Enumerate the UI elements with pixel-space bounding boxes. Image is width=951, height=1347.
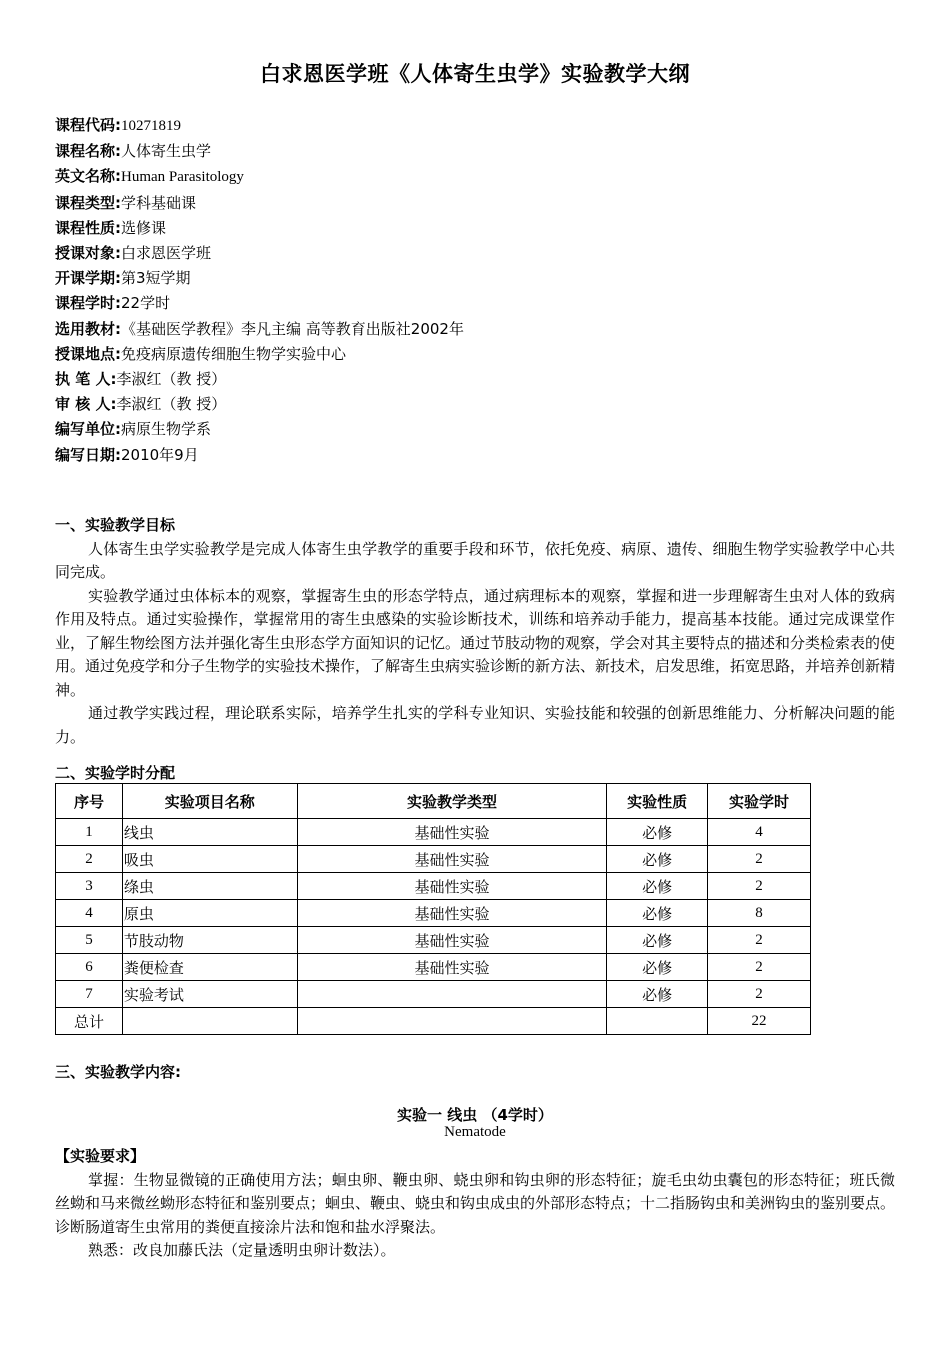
paragraph: 通过教学实践过程，理论联系实际，培养学生扎实的学科专业知识、实验技能和较强的创新思维能力、分析解决问题的能力。: [55, 704, 895, 746]
table-row: [56, 954, 811, 981]
cell-name: 原虫: [122, 900, 297, 927]
cell-hours: 2: [708, 873, 811, 900]
cell-type: 基础性实验: [297, 954, 607, 981]
meta-row: [55, 164, 895, 190]
meta-label: 课程代码:: [55, 116, 121, 134]
meta-value: 病原生物学系: [121, 420, 212, 439]
cell-name: 线虫: [122, 819, 297, 846]
cell-name: 绦虫: [122, 873, 297, 900]
paragraph: 熟悉：改良加藤氏法（定量透明虫卵计数法）。: [88, 1241, 396, 1259]
table-row: [56, 900, 811, 927]
cell-hours: 4: [708, 819, 811, 846]
meta-value: 22学时: [121, 294, 171, 313]
cell-type: 基础性实验: [297, 927, 607, 954]
meta-row: [55, 241, 895, 266]
cell-type: 基础性实验: [297, 846, 607, 873]
meta-row: [55, 443, 895, 468]
table-row: [56, 846, 811, 873]
cell-type: 基础性实验: [297, 900, 607, 927]
cell-nature: 必修: [607, 846, 708, 873]
cell-no: 1: [56, 819, 123, 846]
cell-hours: 2: [708, 927, 811, 954]
cell-nature: 必修: [607, 981, 708, 1008]
table-row: [56, 873, 811, 900]
cell-empty: [122, 1008, 297, 1035]
cell-hours: 2: [708, 981, 811, 1008]
meta-value: 李淑红（教 授）: [116, 395, 227, 414]
meta-label: 选用教材:: [55, 319, 121, 338]
meta-value: 2010年9月: [121, 445, 199, 464]
cell-empty: [607, 1008, 708, 1035]
cell-nature: 必修: [607, 954, 708, 981]
meta-label: 开课学期:: [55, 269, 121, 288]
meta-label: 授课地点:: [55, 344, 121, 363]
cell-total-hours: 22: [708, 1008, 811, 1035]
meta-row: [55, 113, 895, 139]
cell-nature: 必修: [607, 900, 708, 927]
document-title: 白求恩医学班《人体寄生虫学》实验教学大纲: [260, 62, 690, 86]
meta-value: 学科基础课: [121, 193, 197, 212]
cell-name: 粪便检查: [122, 954, 297, 981]
cell-name: 实验考试: [122, 981, 297, 1008]
meta-value: Human Parasitology: [121, 169, 244, 186]
meta-value: 选修课: [121, 218, 167, 237]
cell-nature: 必修: [607, 819, 708, 846]
section-objectives: [55, 514, 895, 749]
meta-value: 人体寄生虫学: [121, 142, 212, 161]
column-header: 实验学时: [708, 784, 811, 819]
hours-table: [55, 783, 811, 1035]
meta-label: 编写单位:: [55, 420, 121, 439]
meta-row: [55, 392, 895, 417]
meta-value: 李淑红（教 授）: [116, 370, 227, 389]
experiment-subtitle: Nematode: [444, 1124, 506, 1140]
column-header: 实验项目名称: [122, 784, 297, 819]
cell-nature: 必修: [607, 927, 708, 954]
paragraph: 实验教学通过虫体标本的观察，掌握寄生虫的形态学特点，通过病理标本的观察，掌握和进一步理解寄生虫对人体的致病作用及特点。通过实验操作，掌握常用的寄生虫感染的实验诊断技术，训练和培养动手能力，提高基本技能。通过完成课堂作业，了解生物绘图方法并强化寄生虫形态学方面知识的记忆。通过节肢动物的观察，学会对其主要特点的描述和分类检索表的使用。通过免疫学和分子生物学的实验技术操作，了解寄生虫病实验诊断的新方法、新技术，启发思维，拓宽思路，并培养创新精神。: [55, 586, 896, 699]
meta-row: [55, 291, 895, 316]
cell-nature: 必修: [607, 873, 708, 900]
paragraph: 人体寄生虫学实验教学是完成人体寄生虫学教学的重要手段和环节，依托免疫、病原、遗传、细胞生物学实验教学中心共同完成。: [55, 539, 895, 581]
meta-value: 《基础医学教程》李凡主编 高等教育出版社2002年: [121, 319, 464, 338]
meta-value: 10271819: [121, 118, 181, 134]
cell-no: 2: [56, 846, 123, 873]
cell-hours: 2: [708, 846, 811, 873]
cell-no: 5: [56, 927, 123, 954]
experiment-title: 实验一 线虫 （4学时）: [397, 1106, 553, 1124]
meta-row: [55, 191, 895, 216]
section-heading: 三、实验教学内容:: [55, 1063, 181, 1081]
meta-row: [55, 367, 895, 392]
cell-no: 4: [56, 900, 123, 927]
meta-label: 课程性质:: [55, 218, 121, 237]
column-header: 实验性质: [607, 784, 708, 819]
table-row: [56, 927, 811, 954]
course-info: [55, 113, 895, 468]
meta-row: [55, 317, 895, 342]
meta-row: [55, 139, 895, 164]
cell-name: 吸虫: [122, 846, 297, 873]
meta-label: 课程类型:: [55, 193, 121, 212]
cell-empty: [297, 1008, 607, 1035]
meta-label: 课程名称:: [55, 142, 121, 161]
column-header: 实验教学类型: [297, 784, 607, 819]
meta-value: 白求恩医学班: [121, 244, 212, 263]
cell-no: 7: [56, 981, 123, 1008]
meta-row: [55, 417, 895, 442]
meta-label: 执 笔 人:: [55, 370, 117, 389]
cell-no: 6: [56, 954, 123, 981]
experiment-requirements: [55, 1145, 895, 1263]
meta-label: 课程学时:: [55, 294, 121, 313]
meta-row: [55, 266, 895, 291]
cell-name: 节肢动物: [122, 927, 297, 954]
column-header: 序号: [56, 784, 123, 819]
meta-row: [55, 342, 895, 367]
meta-row: [55, 216, 895, 241]
cell-total-label: 总计: [56, 1008, 123, 1035]
meta-value: 第3短学期: [121, 269, 191, 288]
meta-label: 审 核 人:: [55, 395, 117, 414]
cell-type: 基础性实验: [297, 873, 607, 900]
cell-type: 基础性实验: [297, 819, 607, 846]
cell-no: 3: [56, 873, 123, 900]
table-total-row: [56, 1008, 811, 1035]
table-row: [56, 981, 811, 1008]
paragraph: 掌握：生物显微镜的正确使用方法；蛔虫卵、鞭虫卵、蛲虫卵和钩虫卵的形态特征；旋毛虫幼虫囊包的形态特征；班氏微丝蚴和马来微丝蚴形态特征和鉴别要点；蛔虫、鞭虫、蛲虫和钩虫成虫的外部形态特点；十二指肠钩虫和美洲钩虫的鉴别要点。诊断肠道寄生虫常用的粪便直接涂片法和饱和盐水浮聚法。: [55, 1170, 896, 1236]
meta-label: 英文名称:: [55, 167, 121, 186]
cell-hours: 8: [708, 900, 811, 927]
meta-label: 授课对象:: [55, 244, 121, 263]
table-header-row: [56, 784, 811, 819]
meta-label: 编写日期:: [55, 445, 121, 464]
meta-value: 免疫病原遗传细胞生物学实验中心: [121, 344, 347, 363]
section-heading: 一、实验教学目标: [55, 516, 176, 534]
table-row: [56, 819, 811, 846]
cell-hours: 2: [708, 954, 811, 981]
cell-type: [297, 981, 607, 1008]
section-heading: 二、实验学时分配: [55, 764, 176, 782]
requirements-heading: 【实验要求】: [55, 1147, 146, 1165]
